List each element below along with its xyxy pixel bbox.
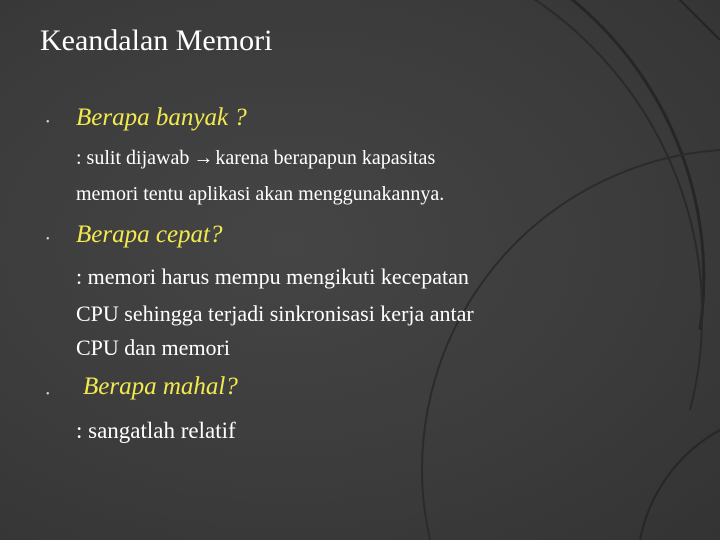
- item-2-heading: Berapa cepat?: [76, 221, 223, 248]
- deco-line-topright: [670, 0, 720, 40]
- bullet-marker-1: •: [46, 117, 50, 128]
- deco-arc-middle: [520, 0, 702, 410]
- deco-arc-corner: [640, 430, 720, 540]
- item-3-line-1: : sangatlah relatif: [76, 418, 236, 443]
- bullet-marker-3: •: [46, 389, 50, 400]
- item-2-line-1: : memori harus mempu mengikuti kecepatan: [76, 264, 469, 289]
- item-1-line-1-prefix: : sulit dijawab: [76, 147, 190, 169]
- deco-arc-lower: [422, 150, 720, 540]
- right-arrow-icon: →: [193, 147, 214, 169]
- item-2-line-2: CPU sehingga terjadi sinkronisasi kerja antar: [76, 301, 474, 326]
- bullet-marker-2: •: [46, 234, 50, 245]
- deco-arc-outer: [560, 0, 704, 330]
- item-1-line-2: memori tentu aplikasi akan menggunakannya.: [76, 183, 445, 205]
- item-3-heading: Berapa mahal?: [83, 373, 238, 400]
- item-1-line-1-suffix: karena berapapun kapasitas: [215, 147, 436, 169]
- item-2-line-3: CPU dan memori: [76, 335, 230, 360]
- item-1-line-1: [76, 147, 435, 170]
- item-1-heading: Berapa banyak ?: [76, 104, 247, 131]
- slide-title: Keandalan Memori: [40, 24, 273, 57]
